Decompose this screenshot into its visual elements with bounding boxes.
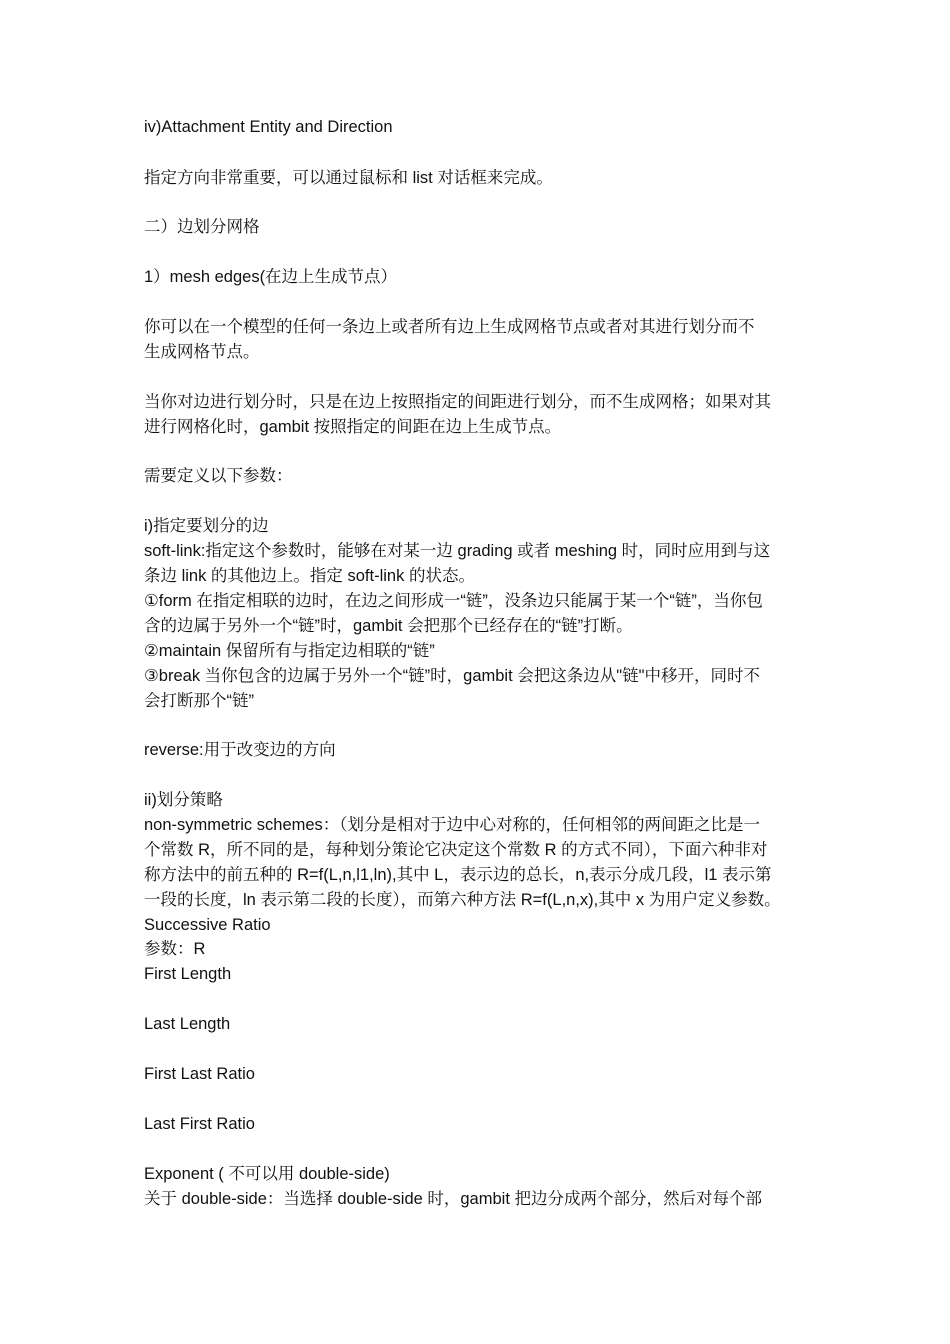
- paragraph-line: 个常数 R，所不同的是，每种划分策论它决定这个常数 R 的方式不同），下面六种非对: [144, 841, 768, 859]
- section-heading-edge-mesh: 二）边划分网格: [144, 218, 260, 236]
- paragraph-line: 含的边属于另外一个“链”时，gambit 会把那个已经存在的“链”打断。: [144, 617, 633, 635]
- scheme-successive-ratio: Successive Ratio: [144, 916, 271, 934]
- item-heading-edges: i)指定要划分的边: [144, 517, 269, 535]
- paragraph-line: non-symmetric schemes：（划分是相对于边中心对称的，任何相邻的两间距之比是一: [144, 816, 761, 834]
- section-heading-attachment: iv)Attachment Entity and Direction: [144, 118, 393, 136]
- scheme-last-first-ratio: Last First Ratio: [144, 1115, 255, 1133]
- paragraph-line: 称方法中的前五种的 R=f(L,n,l1,ln),其中 L，表示边的总长，n,表示分成几段，l1 表示第: [144, 866, 772, 884]
- list-item-form: ①form 在指定相联的边时，在边之间形成一“链”，没条边只能属于某一个“链”，当你包: [144, 592, 763, 610]
- paragraph-line: 条边 link 的其他边上。指定 soft-link 的状态。: [144, 567, 475, 585]
- subsection-heading-mesh-edges: 1）mesh edges(在边上生成节点）: [144, 268, 398, 286]
- paragraph-line: 进行网格化时，gambit 按照指定的间距在边上生成节点。: [144, 418, 562, 436]
- paragraph-line: soft-link:指定这个参数时，能够在对某一边 grading 或者 meshing 时，同时应用到与这: [144, 542, 771, 560]
- list-item-break: ③break 当你包含的边属于另外一个“链”时，gambit 会把这条边从"链"中移开，同时不: [144, 667, 760, 685]
- paragraph-line: 参数：R: [144, 940, 206, 958]
- paragraph-line: 关于 double-side：当选择 double-side 时，gambit 把边分成两个部分，然后对每个部: [144, 1190, 762, 1208]
- paragraph-line: 指定方向非常重要，可以通过鼠标和 list 对话框来完成。: [144, 169, 553, 187]
- paragraph-line: 你可以在一个模型的任何一条边上或者所有边上生成网格节点或者对其进行划分而不: [144, 318, 755, 336]
- scheme-first-length: First Length: [144, 965, 232, 983]
- paragraph-line: 会打断那个“链”: [144, 692, 254, 710]
- paragraph-line: 需要定义以下参数：: [144, 467, 293, 485]
- list-item-maintain: ②maintain 保留所有与指定边相联的“链”: [144, 642, 435, 660]
- paragraph-line: 一段的长度，ln 表示第二段的长度），而第六种方法 R=f(L,n,x),其中 x 为用户定义参数。: [144, 891, 781, 909]
- scheme-first-last-ratio: First Last Ratio: [144, 1065, 255, 1083]
- item-heading-strategy: ii)划分策略: [144, 791, 223, 809]
- paragraph-line: reverse:用于改变边的方向: [144, 741, 336, 759]
- paragraph-line: 当你对边进行划分时，只是在边上按照指定的间距进行划分，而不生成网格；如果对其: [144, 393, 771, 411]
- paragraph-line: 生成网格节点。: [144, 343, 260, 361]
- scheme-exponent: Exponent ( 不可以用 double-side): [144, 1165, 390, 1183]
- scheme-last-length: Last Length: [144, 1015, 231, 1033]
